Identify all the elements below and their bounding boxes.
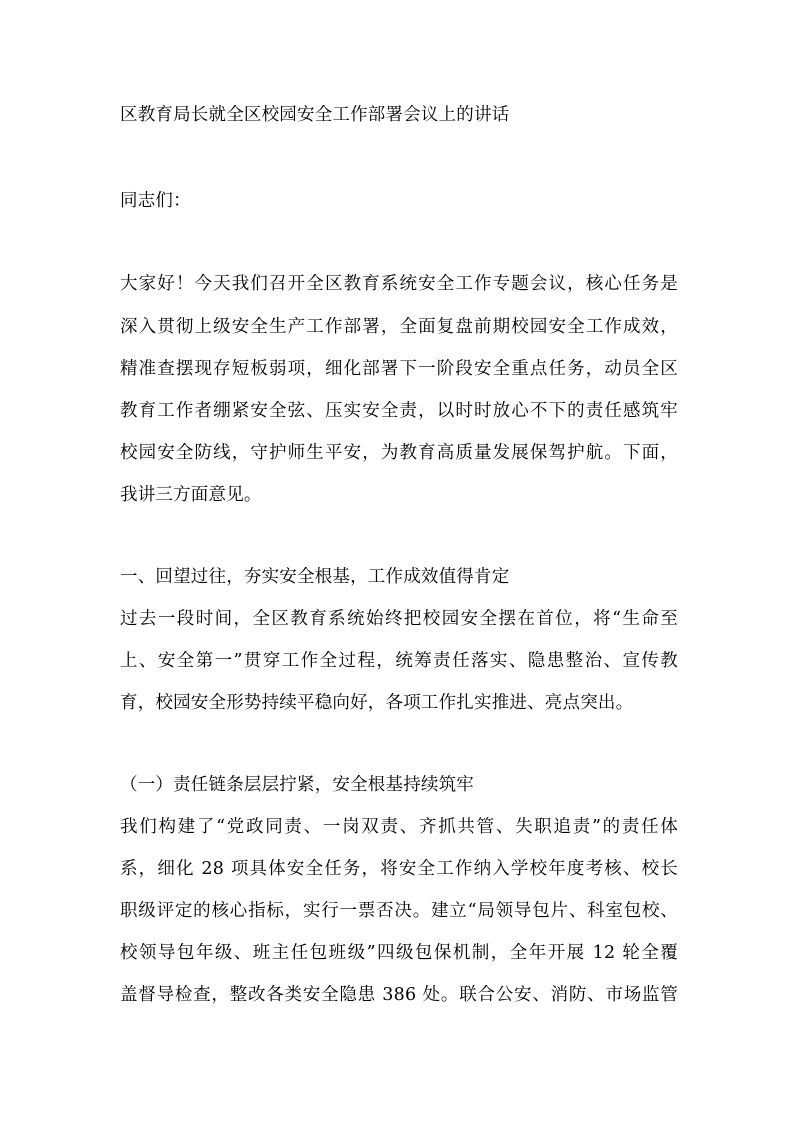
subsection-1-line-4: 校领导包年级、班主任包班级”四级包保机制，全年开展 12 轮全覆: [120, 943, 678, 963]
subsection-1-line-1: 我们构建了“党政同责、一岗双责、齐抓共管、失职追责”的责任体: [120, 817, 678, 837]
intro-line-1: 大家好！今天我们召开全区教育系统安全工作专题会议，核心任务是: [120, 274, 678, 294]
subsection-1-line-2: 系，细化 28 项具体安全任务，将安全工作纳入学校年度考核、校长: [120, 859, 678, 879]
section-1-line-1: 过去一段时间，全区教育系统始终把校园安全摆在首位，将“生命至: [120, 609, 678, 629]
intro-line-5: 校园安全防线，守护师生平安，为教育高质量发展保驾护航。下面，: [120, 443, 678, 463]
intro-line-3: 精准查摆现存短板弱项，细化部署下一阶段安全重点任务，动员全区: [120, 359, 678, 379]
section-1-line-3: 育，校园安全形势持续平稳向好，各项工作扎实推进、亮点突出。: [120, 693, 634, 713]
subsection-1-line-3: 职级评定的核心指标，实行一票否决。建立“局领导包片、科室包校、: [120, 901, 678, 921]
section-1-line-2: 上、安全第一”贯穿工作全过程，统筹责任落实、隐患整治、宣传教: [120, 651, 678, 671]
document-title: 区教育局长就全区校园安全工作部署会议上的讲话: [120, 105, 510, 125]
intro-line-6: 我讲三方面意见。: [120, 485, 262, 505]
section-1-heading: 一、回望过往，夯实安全根基，工作成效值得肯定: [120, 567, 510, 587]
salutation: 同志们：: [120, 191, 191, 211]
intro-line-4: 教育工作者绷紧安全弦、压实安全责，以时时放心不下的责任感筑牢: [120, 401, 678, 421]
subsection-1-heading: （一）责任链条层层拧紧，安全根基持续筑牢: [120, 775, 474, 795]
intro-line-2: 深入贯彻上级安全生产工作部署，全面复盘前期校园安全工作成效，: [120, 317, 678, 337]
subsection-1-line-5: 盖督导检查，整改各类安全隐患 386 处。联合公安、消防、市场监管: [120, 985, 678, 1005]
